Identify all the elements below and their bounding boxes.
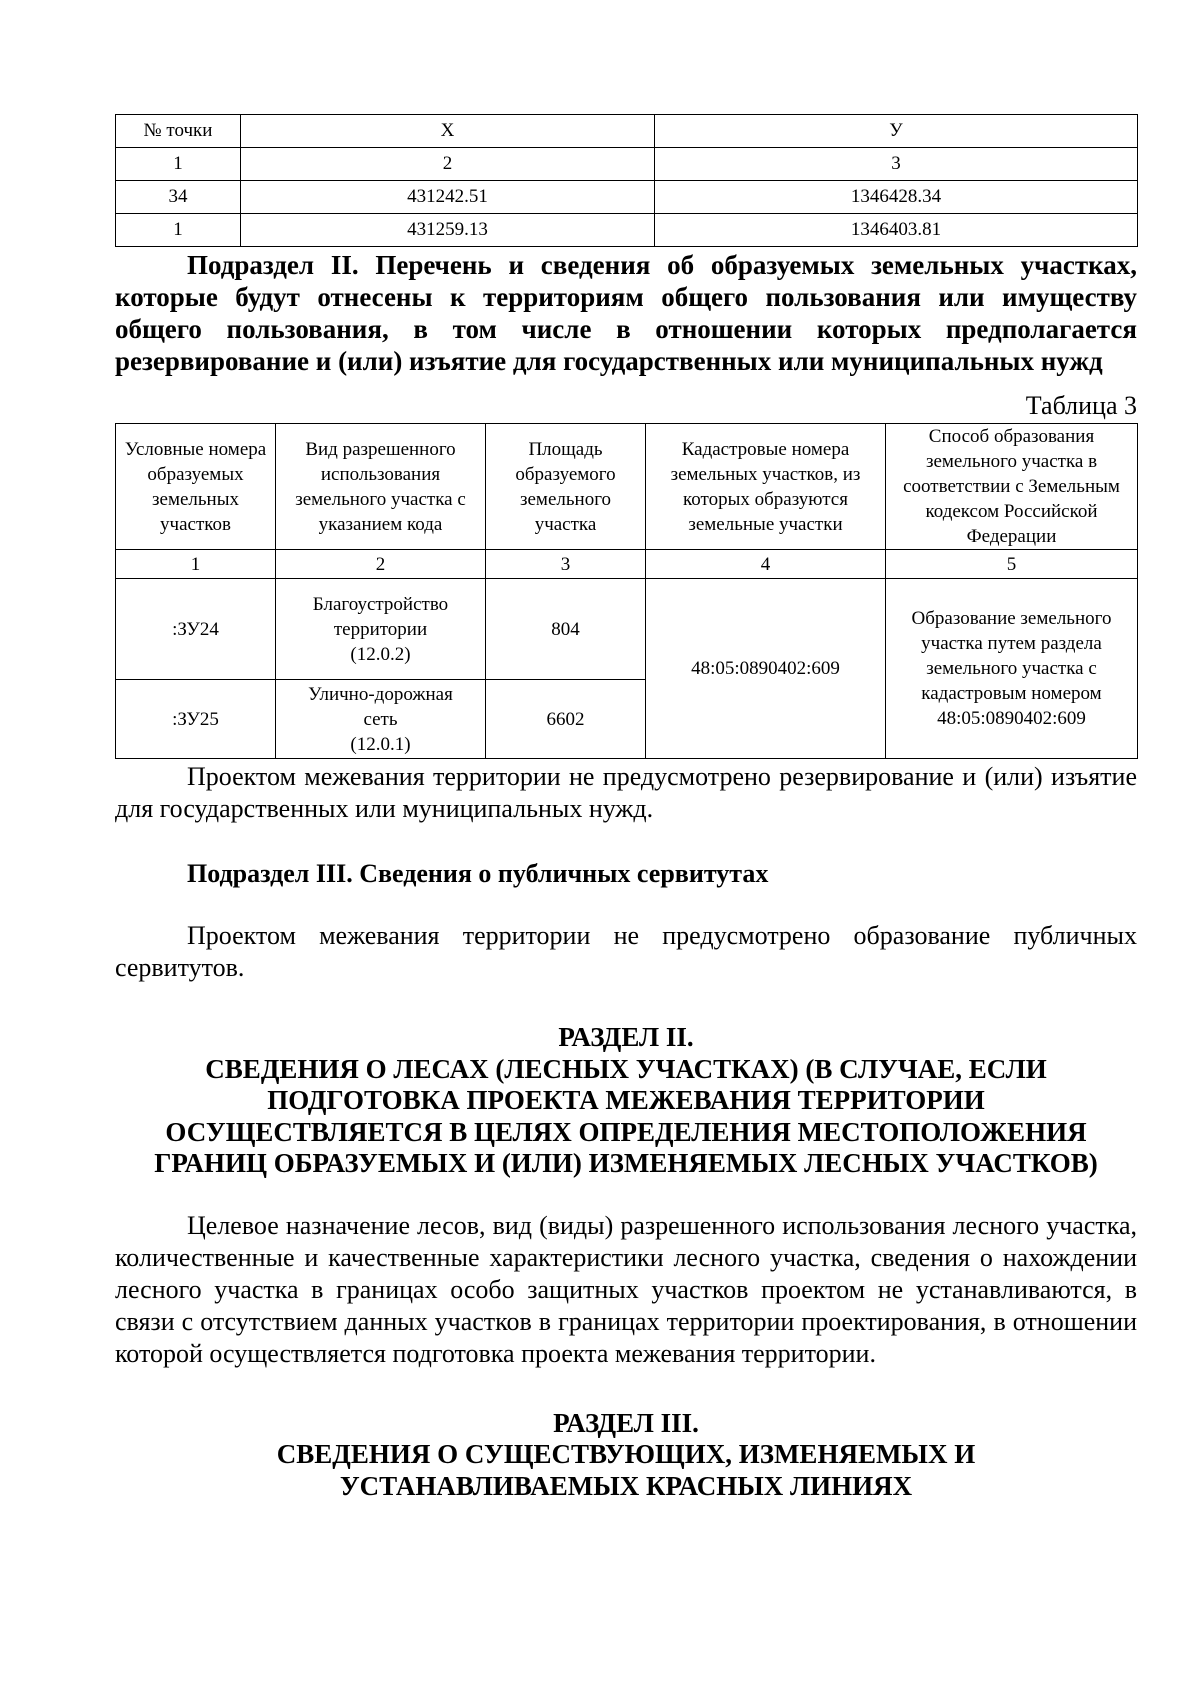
table-column-numbers-row	[116, 148, 1138, 181]
column-number: 3	[486, 550, 646, 579]
point-number-cell: 1	[116, 214, 241, 247]
permitted-use-line: Благоустройство	[312, 593, 449, 615]
x-cell: 431242.51	[241, 181, 655, 214]
column-number: 1	[116, 550, 276, 579]
permitted-use-code: (12.0.1)	[350, 733, 411, 755]
subsection-3-title: Подраздел III. Сведения о публичных сервитутах	[187, 859, 769, 888]
forests-paragraph: Целевое назначение лесов, вид (виды) разрешенного использования лесного участка, количественные и качественные характеристики лесного участка, сведения о нахождении лесного участка в границах особо защитных участков проектом не устанавливаются, в связи с отсутствием данных участков в границах территории проектирования, в отношении которой осуществляется подготовка проекта межевания территории.	[115, 1210, 1137, 1368]
table-row	[116, 181, 1138, 214]
section-2-number: РАЗДЕЛ II.	[558, 1022, 694, 1052]
area-cell: 804	[486, 579, 646, 680]
section-2-heading	[115, 1022, 1137, 1180]
y-cell: 1346403.81	[655, 214, 1138, 247]
section-2-title-line: ПОДГОТОВКА ПРОЕКТА МЕЖЕВАНИЯ ТЕРРИТОРИИ	[267, 1085, 985, 1115]
formation-method-cell: Образование земельного участка путем раздела земельного участка с кадастровым номером 48:05:0890402:609	[886, 579, 1138, 759]
plot-number-cell: :ЗУ24	[116, 579, 276, 680]
header-formation-method: Способ образования земельного участка в соответствии с Земельным кодексом Российской Федерации	[886, 424, 1138, 550]
header-point-number: № точки	[116, 115, 241, 148]
table-header-row	[116, 115, 1138, 148]
coordinates-table	[115, 114, 1138, 247]
subsection-2-title: Подраздел II. Перечень и сведения об образуемых земельных участках, которые будут отнесены к территориям общего пользования или имуществу общего пользования, в том числе в отношении которых предполагается резервирование и (или) изъятие для государственных или муниципальных нужд	[115, 250, 1137, 376]
table-row	[116, 579, 1138, 680]
area-cell: 6602	[486, 680, 646, 759]
servitudes-paragraph: Проектом межевания территории не предусмотрено образование публичных сервитутов.	[115, 921, 1137, 982]
point-number-cell: 34	[116, 181, 241, 214]
header-cadastral-numbers: Кадастровые номера земельных участков, из которых образуются земельные участки	[646, 424, 886, 550]
section-3-number: РАЗДЕЛ III.	[553, 1407, 699, 1438]
section-2-title-line: ГРАНИЦ ОБРАЗУЕМЫХ И (ИЛИ) ИЗМЕНЯЕМЫХ ЛЕСНЫХ УЧАСТКОВ)	[154, 1148, 1098, 1178]
section-2-title-line: ОСУЩЕСТВЛЯЕТСЯ В ЦЕЛЯХ ОПРЕДЕЛЕНИЯ МЕСТОПОЛОЖЕНИЯ	[165, 1116, 1087, 1147]
permitted-use-line: территории	[333, 618, 428, 640]
document-page	[115, 114, 1137, 1502]
column-number: 3	[655, 148, 1138, 181]
land-plots-table	[115, 423, 1138, 759]
header-permitted-use: Вид разрешенного использования земельного участка с указанием кода	[276, 424, 486, 550]
column-number: 4	[646, 550, 886, 579]
table-column-numbers-row	[116, 550, 1138, 579]
x-cell: 431259.13	[241, 214, 655, 247]
y-cell: 1346428.34	[655, 181, 1138, 214]
plot-number-cell: :ЗУ25	[116, 680, 276, 759]
header-area: Площадь образуемого земельного участка	[486, 424, 646, 550]
permitted-use-cell	[276, 680, 486, 759]
table-caption: Таблица 3	[1025, 391, 1137, 420]
permitted-use-line: сеть	[363, 708, 398, 730]
permitted-use-cell	[276, 579, 486, 680]
column-number: 2	[276, 550, 486, 579]
reservation-paragraph: Проектом межевания территории не предусмотрено резервирование и (или) изъятие для государственных или муниципальных нужд.	[115, 762, 1137, 823]
table-row	[116, 214, 1138, 247]
header-y: У	[655, 115, 1138, 148]
column-number: 5	[886, 550, 1138, 579]
section-3-title-line: УСТАНАВЛИВАЕМЫХ КРАСНЫХ ЛИНИЯХ	[339, 1470, 913, 1501]
column-number: 2	[241, 148, 655, 181]
cadastral-number-cell: 48:05:0890402:609	[646, 579, 886, 759]
permitted-use-line: Улично-дорожная	[308, 683, 453, 705]
section-3-title-line: СВЕДЕНИЯ О СУЩЕСТВУЮЩИХ, ИЗМЕНЯЕМЫХ И	[276, 1439, 976, 1469]
section-3-heading	[115, 1408, 1137, 1503]
section-2-title-line: СВЕДЕНИЯ О ЛЕСАХ (ЛЕСНЫХ УЧАСТКАХ) (В СЛУЧАЕ, ЕСЛИ	[205, 1053, 1047, 1084]
column-number: 1	[116, 148, 241, 181]
permitted-use-code: (12.0.2)	[350, 643, 411, 665]
header-x: X	[241, 115, 655, 148]
table-header-row	[116, 424, 1138, 550]
header-plot-numbers: Условные номера образуемых земельных участков	[116, 424, 276, 550]
